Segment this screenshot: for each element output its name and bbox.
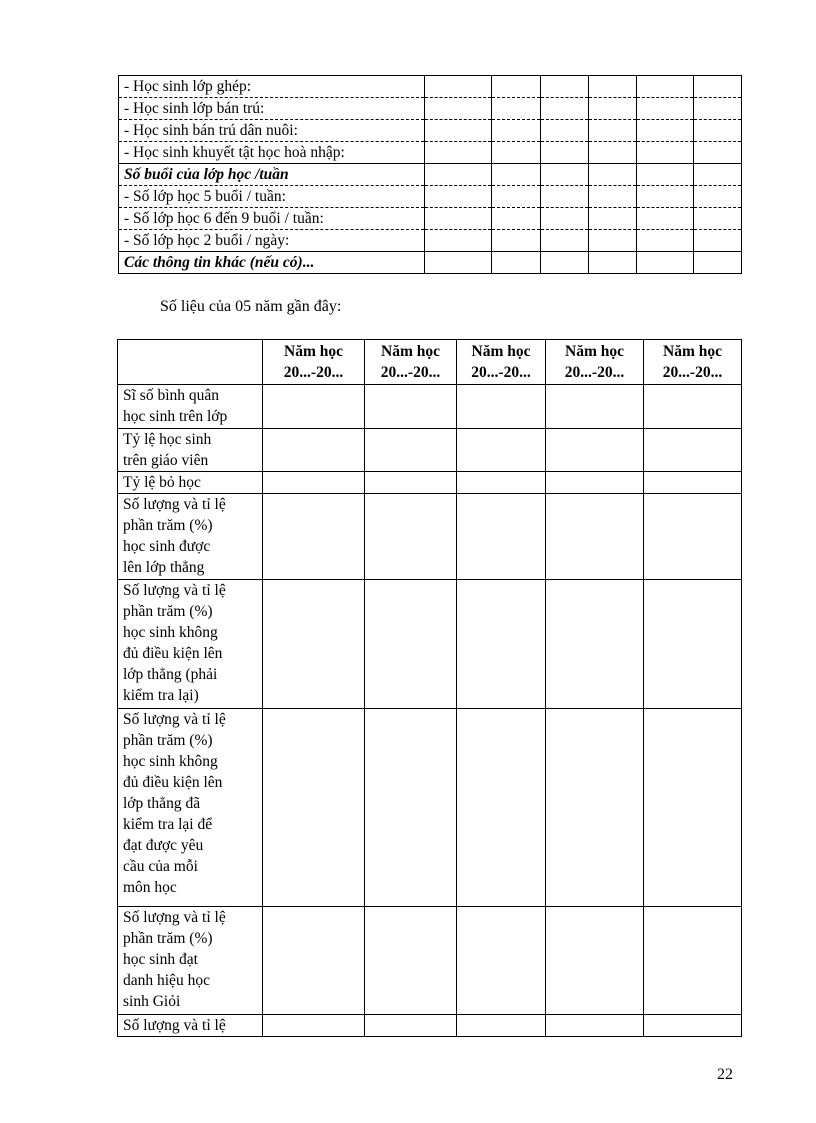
empty-cell	[365, 472, 457, 494]
header-line: 20...-20...	[283, 364, 344, 381]
label-line: Số lượng và tỉ lệ	[123, 582, 226, 599]
empty-cell	[263, 494, 365, 580]
row-label	[118, 1015, 263, 1037]
row-label	[118, 907, 263, 1015]
empty-cell	[492, 186, 541, 208]
table-row	[118, 907, 742, 1015]
empty-cell	[644, 472, 742, 494]
empty-cell	[425, 76, 492, 98]
label-line: cầu của mỗi	[123, 858, 198, 875]
table-row	[118, 385, 742, 429]
empty-cell	[589, 252, 637, 274]
empty-cell	[492, 76, 541, 98]
empty-cell	[546, 385, 644, 429]
table-row	[118, 709, 742, 907]
empty-cell	[637, 230, 694, 252]
empty-cell	[425, 120, 492, 142]
empty-cell	[637, 98, 694, 120]
label-line: môn học	[123, 879, 177, 896]
empty-cell	[263, 907, 365, 1015]
empty-cell	[589, 186, 637, 208]
year-column-header	[263, 340, 365, 385]
label-line: kiểm tra lại)	[123, 687, 199, 704]
empty-cell	[694, 142, 742, 164]
empty-cell	[457, 907, 546, 1015]
label-line: đủ điều kiện lên	[123, 774, 223, 791]
empty-cell	[492, 208, 541, 230]
label-line: Số lượng và tỉ lệ	[123, 909, 226, 926]
empty-cell	[425, 230, 492, 252]
empty-cell	[694, 208, 742, 230]
school-info-table	[118, 75, 742, 274]
empty-cell	[263, 385, 365, 429]
five-year-data-table	[117, 339, 742, 1037]
empty-cell	[365, 1015, 457, 1037]
table-row	[118, 580, 742, 709]
empty-cell	[694, 186, 742, 208]
row-label: - Học sinh bán trú dân nuôi:	[119, 120, 425, 142]
header-line: Năm học	[565, 343, 624, 360]
empty-cell	[644, 580, 742, 709]
header-line: 20...-20...	[471, 364, 531, 381]
empty-cell	[644, 907, 742, 1015]
empty-cell	[694, 120, 742, 142]
empty-cell	[365, 907, 457, 1015]
empty-cell	[589, 164, 637, 186]
empty-cell	[694, 164, 742, 186]
table-row	[119, 208, 742, 230]
row-label	[118, 709, 263, 907]
empty-cell	[263, 580, 365, 709]
empty-cell	[541, 164, 589, 186]
row-label: Số buổi của lớp học /tuần	[119, 164, 425, 186]
empty-cell	[589, 120, 637, 142]
empty-cell	[425, 186, 492, 208]
label-line: học sinh không	[123, 624, 218, 641]
empty-cell	[644, 1015, 742, 1037]
empty-cell	[694, 230, 742, 252]
empty-cell	[365, 429, 457, 472]
row-label	[118, 472, 263, 494]
row-label: Các thông tin khác (nếu có)...	[119, 252, 425, 274]
label-line: phần trăm (%)	[123, 732, 213, 749]
header-line: 20...-20...	[662, 364, 723, 381]
empty-cell	[637, 142, 694, 164]
empty-cell	[425, 252, 492, 274]
empty-cell	[457, 385, 546, 429]
empty-cell	[365, 494, 457, 580]
empty-cell	[589, 76, 637, 98]
row-label	[118, 429, 263, 472]
label-line: học sinh đạt	[123, 951, 198, 968]
empty-cell	[644, 494, 742, 580]
label-line: phần trăm (%)	[123, 603, 213, 620]
table-row	[118, 429, 742, 472]
empty-cell	[589, 142, 637, 164]
empty-cell	[457, 1015, 546, 1037]
row-label	[118, 580, 263, 709]
empty-cell	[425, 164, 492, 186]
empty-cell	[637, 76, 694, 98]
empty-cell	[644, 429, 742, 472]
header-line: Năm học	[381, 343, 440, 360]
empty-cell	[425, 98, 492, 120]
label-line: Số lượng và tỉ lệ	[123, 496, 226, 513]
data-caption: Số liệu của 05 năm gần đây:	[160, 298, 342, 315]
empty-cell	[492, 164, 541, 186]
empty-cell	[541, 252, 589, 274]
label-line: Tỷ lệ bỏ học	[123, 474, 201, 491]
label-line: Tỷ lệ học sinh	[123, 431, 212, 448]
header-line: 20...-20...	[564, 364, 625, 381]
label-line: Số lượng và tỉ lệ	[123, 1017, 226, 1034]
header-corner	[118, 340, 263, 385]
empty-cell	[541, 208, 589, 230]
label-line: kiểm tra lại để	[123, 816, 213, 833]
empty-cell	[546, 907, 644, 1015]
year-column-header	[644, 340, 742, 385]
empty-cell	[541, 142, 589, 164]
label-line: học sinh không	[123, 753, 218, 770]
empty-cell	[637, 120, 694, 142]
empty-cell	[492, 98, 541, 120]
label-line: sinh Giỏi	[123, 993, 181, 1010]
table-row	[119, 252, 742, 274]
empty-cell	[637, 164, 694, 186]
table-row	[119, 164, 742, 186]
empty-cell	[492, 230, 541, 252]
table-row	[119, 76, 742, 98]
table-row	[119, 98, 742, 120]
label-line: đủ điều kiện lên	[123, 645, 223, 662]
empty-cell	[492, 142, 541, 164]
table-row	[119, 230, 742, 252]
label-line: lên lớp thẳng	[123, 559, 205, 576]
empty-cell	[425, 142, 492, 164]
empty-cell	[457, 709, 546, 907]
label-line: Sĩ số bình quân	[123, 387, 220, 404]
empty-cell	[694, 76, 742, 98]
row-label	[118, 385, 263, 429]
empty-cell	[546, 1015, 644, 1037]
empty-cell	[637, 208, 694, 230]
table-row	[118, 1015, 742, 1037]
label-line: danh hiệu học	[123, 972, 210, 989]
year-column-header	[546, 340, 644, 385]
header-line: 20...-20...	[380, 364, 441, 381]
empty-cell	[457, 472, 546, 494]
empty-cell	[365, 709, 457, 907]
empty-cell	[644, 709, 742, 907]
empty-cell	[546, 429, 644, 472]
label-line: lớp thẳng đã	[123, 795, 201, 812]
empty-cell	[457, 580, 546, 709]
empty-cell	[365, 580, 457, 709]
empty-cell	[263, 429, 365, 472]
table-row	[119, 142, 742, 164]
empty-cell	[644, 385, 742, 429]
row-label: - Số lớp học 6 đến 9 buổi / tuần:	[119, 208, 425, 230]
empty-cell	[589, 98, 637, 120]
empty-cell	[263, 472, 365, 494]
label-line: học sinh trên lớp	[123, 408, 228, 425]
empty-cell	[546, 580, 644, 709]
empty-cell	[694, 98, 742, 120]
table-row	[119, 120, 742, 142]
empty-cell	[637, 252, 694, 274]
header-row	[118, 340, 742, 385]
label-line: trên giáo viên	[123, 452, 209, 469]
table-row	[119, 186, 742, 208]
row-label: - Số lớp học 5 buổi / tuần:	[119, 186, 425, 208]
row-label: - Số lớp học 2 buổi / ngày:	[119, 230, 425, 252]
year-column-header	[365, 340, 457, 385]
label-line: phần trăm (%)	[123, 930, 213, 947]
year-column-header	[457, 340, 546, 385]
label-line: học sinh được	[123, 538, 211, 555]
empty-cell	[492, 252, 541, 274]
header-line: Năm học	[663, 343, 722, 360]
empty-cell	[541, 98, 589, 120]
empty-cell	[541, 230, 589, 252]
label-line: phần trăm (%)	[123, 517, 213, 534]
empty-cell	[546, 494, 644, 580]
empty-cell	[589, 230, 637, 252]
empty-cell	[546, 472, 644, 494]
empty-cell	[541, 76, 589, 98]
label-line: lớp thẳng (phải	[123, 666, 218, 683]
empty-cell	[365, 385, 457, 429]
empty-cell	[492, 120, 541, 142]
empty-cell	[457, 494, 546, 580]
table-row	[118, 472, 742, 494]
empty-cell	[263, 1015, 365, 1037]
empty-cell	[546, 709, 644, 907]
header-line: Năm học	[471, 343, 531, 360]
page-number: 22	[717, 1066, 733, 1083]
empty-cell	[541, 186, 589, 208]
header-line: Năm học	[284, 343, 343, 360]
row-label: - Học sinh lớp bán trú:	[119, 98, 425, 120]
empty-cell	[694, 252, 742, 274]
empty-cell	[263, 709, 365, 907]
label-line: Số lượng và tỉ lệ	[123, 711, 226, 728]
empty-cell	[589, 208, 637, 230]
empty-cell	[425, 208, 492, 230]
empty-cell	[637, 186, 694, 208]
row-label: - Học sinh lớp ghép:	[119, 76, 425, 98]
table-row	[118, 494, 742, 580]
row-label: - Học sinh khuyết tật học hoà nhập:	[119, 142, 425, 164]
empty-cell	[457, 429, 546, 472]
row-label	[118, 494, 263, 580]
empty-cell	[541, 120, 589, 142]
label-line: đạt được yêu	[123, 837, 204, 854]
